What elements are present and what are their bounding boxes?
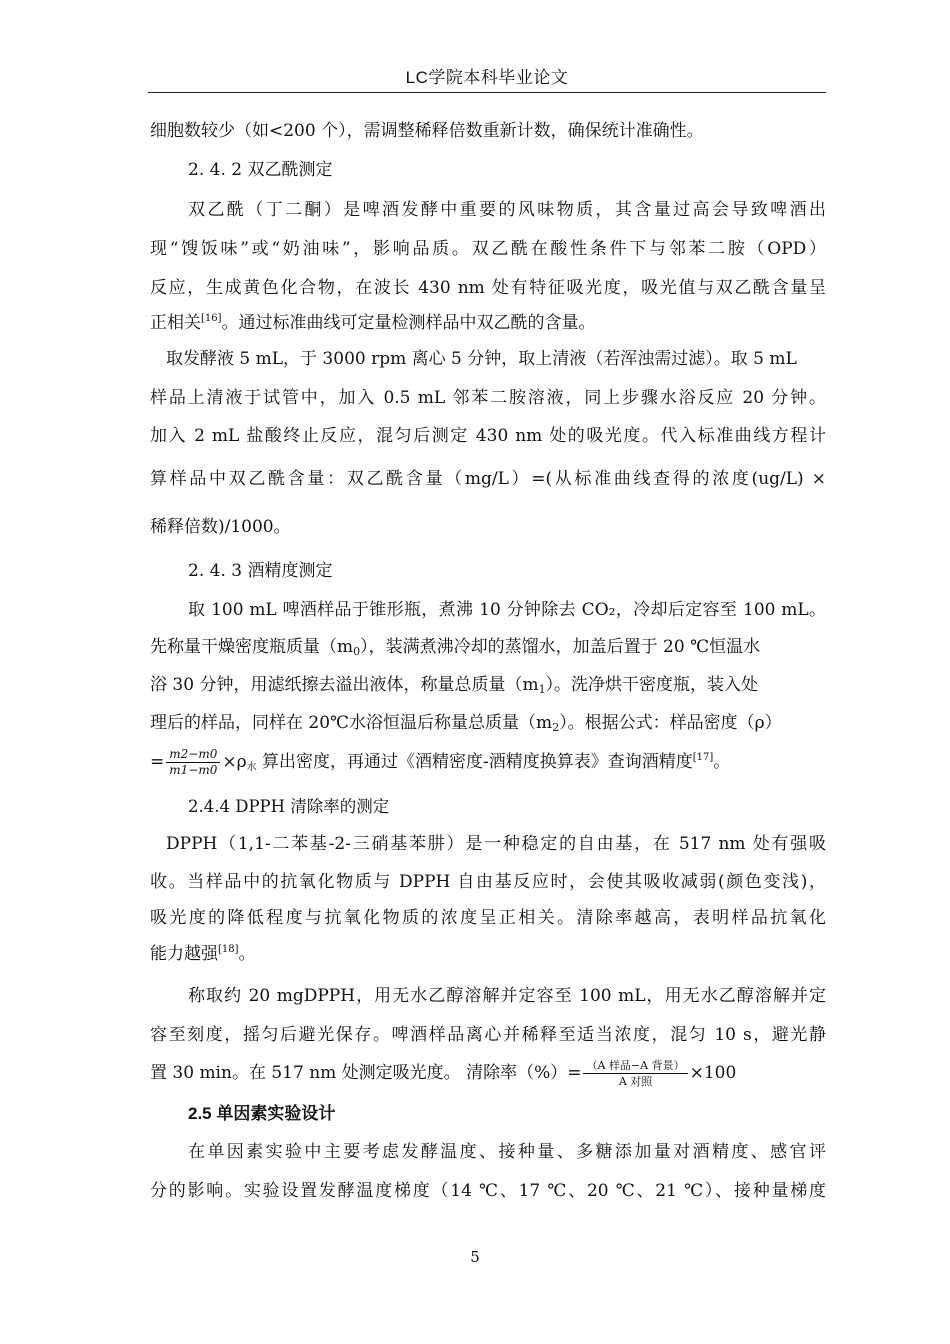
paragraph-line: DPPH（1,1-二苯基-2-三硝基苯肼）是一种稳定的自由基，在 517 nm 处有强吸: [166, 834, 826, 854]
paragraph-line: 取 100 mL 啤酒样品于锥形瓶，煮沸 10 分钟除去 CO₂，冷却后定容至 100 mL。: [188, 600, 826, 620]
times-rho: ×ρ: [222, 752, 247, 772]
paragraph-line: 收。当样品中的抗氧化物质与 DPPH 自由基反应时，会使其吸收减弱(颜色变浅)，: [150, 872, 826, 892]
heading-2-4-2: 2. 4. 2 双乙酰测定: [188, 160, 333, 180]
subscript: 0: [353, 645, 361, 658]
formula-line: [150, 747, 826, 778]
running-header: LC学院本科毕业论文: [405, 68, 569, 87]
heading-2-5: 2.5 单因素实验设计: [188, 1104, 336, 1123]
heading-2-4-4: 2.4.4 DPPH 清除率的测定: [188, 797, 390, 816]
text-run: ）。洗净烘干密度瓶，装入处: [545, 675, 759, 695]
equals-sign: =: [150, 752, 165, 772]
fraction-numerator: m2−m0: [166, 747, 220, 763]
text-run: 算出密度，再通过《酒精密度-酒精度换算表》查询酒精度: [256, 752, 693, 772]
subscript: 2: [552, 721, 560, 734]
paragraph-line: 加入 2 mL 盐酸终止反应，混匀后测定 430 nm 处的吸光度。代入标准曲线方程计: [150, 426, 826, 446]
text-run: 。: [713, 752, 731, 772]
paragraph-line: 稀释倍数)/1000。: [150, 517, 291, 537]
paragraph-line: 吸光度的降低程度与抗氧化物质的浓度呈正相关。清除率越高，表明样品抗氧化: [150, 908, 826, 928]
paragraph-line: 现“馊饭味”或“奶油味”，影响品质。双乙酰在酸性条件下与邻苯二胺（OPD）: [150, 239, 826, 259]
subscript: 1: [538, 683, 546, 696]
paragraph-line: 在单因素实验中主要考虑发酵温度、接种量、多糖添加量对酒精度、感官评: [188, 1142, 826, 1162]
page-number: 5: [470, 1248, 480, 1266]
text-run: ），装满煮沸冷却的蒸馏水，加盖后置于 20 ℃恒温水: [360, 637, 761, 657]
text-run: 理后的样品，同样在 20℃水浴恒温后称量总质量（m: [150, 713, 553, 733]
text-run: 正相关: [150, 313, 201, 333]
text-run: 浴 30 分钟，用滤纸擦去溢出液体，称量总质量（m: [150, 675, 539, 695]
paragraph-line: 样品上清液于试管中，加入 0.5 mL 邻苯二胺溶液，同上步骤水浴反应 20 分钟。: [150, 388, 826, 408]
text-run: 置 30 min。在 517 nm 处测定吸光度。 清除率（%）=: [150, 1063, 582, 1083]
density-fraction: [166, 747, 220, 778]
fraction-numerator: （A 样品−A 背景）: [583, 1058, 687, 1074]
text-run: ×100: [689, 1063, 737, 1083]
heading-2-4-3: 2. 4. 3 酒精度测定: [188, 561, 333, 581]
citation-17: [17]: [692, 752, 714, 763]
paragraph-line: [150, 712, 826, 734]
paragraph-line: 分的影响。实验设置发酵温度梯度（14 ℃、17 ℃、20 ℃、21 ℃）、接种量梯度: [150, 1181, 826, 1201]
paragraph-line: [150, 674, 826, 696]
header-rule: [148, 92, 826, 93]
citation-18: [18]: [218, 944, 239, 955]
fraction-denominator: A 对照: [618, 1075, 653, 1088]
text-run: ）。根据公式：样品密度（ρ）: [559, 713, 782, 733]
scavenging-fraction: [583, 1058, 687, 1089]
text-run: 。: [238, 944, 256, 964]
citation-16: [16]: [201, 313, 222, 324]
text-run: 先称量干燥密度瓶质量（m: [150, 637, 354, 657]
text-run: 能力越强: [150, 944, 218, 964]
paragraph-line: [150, 636, 826, 658]
formula-line: [150, 1058, 826, 1089]
paragraph-line: 容至刻度，摇匀后避光保存。啤酒样品离心并稀释至适当浓度，混匀 10 s，避光静: [150, 1025, 826, 1045]
paragraph-line: 取发酵液 5 mL，于 3000 rpm 离心 5 分钟，取上清液（若浑浊需过滤）。取 5 mL: [166, 349, 797, 369]
fraction-denominator: m1−m0: [169, 763, 218, 777]
paragraph-line: 反应，生成黄色化合物，在波长 430 nm 处有特征吸光度，吸光值与双乙酰含量呈: [150, 278, 826, 298]
continuation-line: 细胞数较少（如<200 个），需调整稀释倍数重新计数，确保统计准确性。: [150, 121, 704, 141]
paragraph-line: 双乙酰（丁二酮）是啤酒发酵中重要的风味物质，其含量过高会导致啤酒出: [188, 200, 826, 220]
text-run: 。通过标准曲线可定量检测样品中双乙酰的含量。: [221, 313, 596, 333]
paragraph-line: [150, 312, 826, 334]
subscript-water: 水: [246, 762, 257, 773]
paragraph-line: 称取约 20 mgDPPH，用无水乙醇溶解并定容至 100 mL，用无水乙醇溶解并定: [188, 986, 826, 1006]
paragraph-line: [150, 943, 826, 965]
paragraph-line: 算样品中双乙酰含量：双乙酰含量（mg/L）=(从标准曲线查得的浓度(ug/L) ×: [150, 469, 826, 489]
